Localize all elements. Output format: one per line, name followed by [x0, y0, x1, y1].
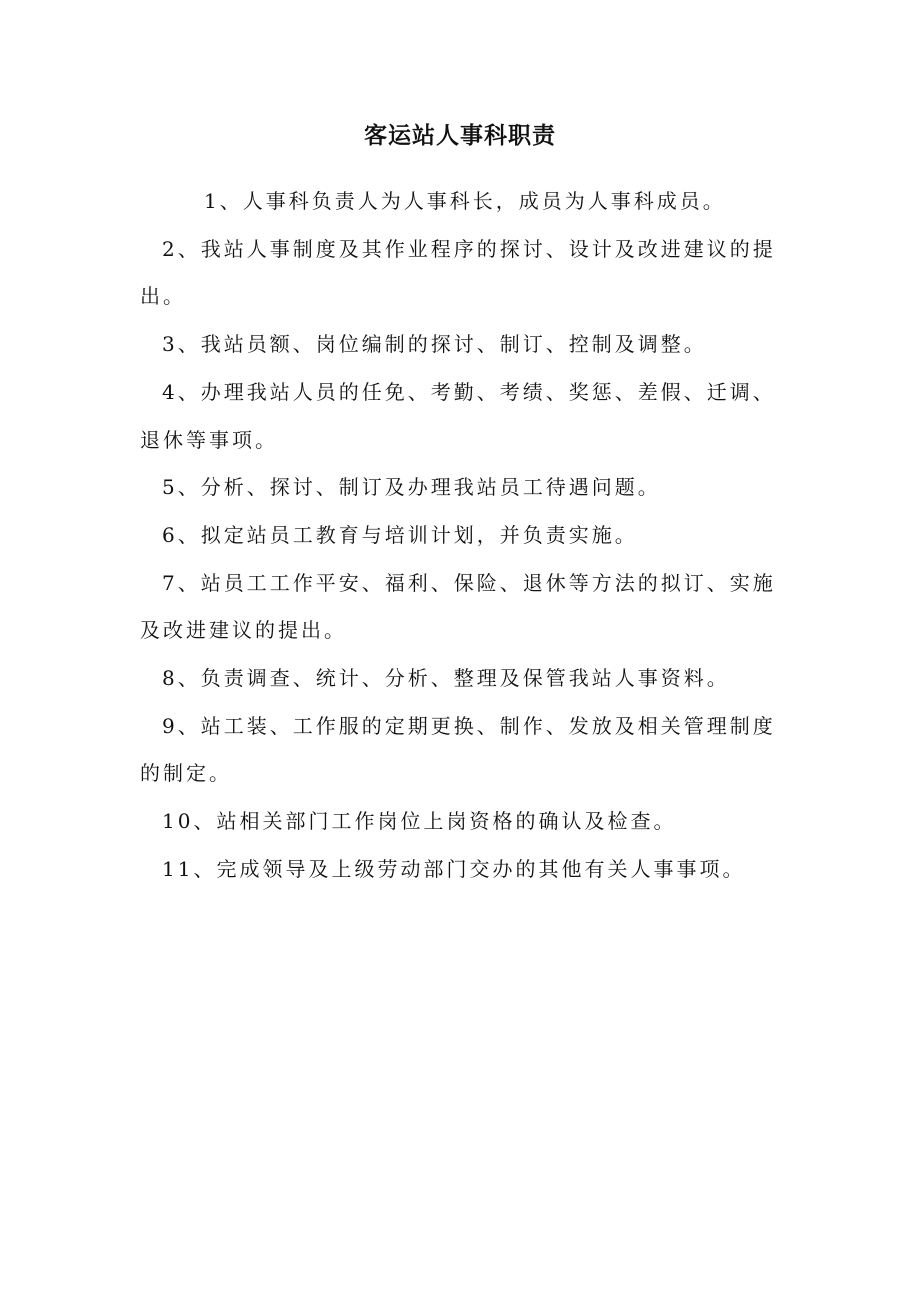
duty-item-9: 9、站工装、工作服的定期更换、制作、发放及相关管理制度的制定。 — [140, 713, 776, 786]
duty-item-5: 5、分析、探讨、制订及办理我站员工待遇问题。 — [162, 475, 661, 500]
duty-item-1: 1、人事科负责人为人事科长，成员为人事科成员。 — [204, 189, 726, 213]
duty-item-4: 4、办理我站人员的任免、考勤、考绩、奖惩、差假、迁调、退休等事项。 — [140, 379, 776, 452]
duty-item-8: 8、负责调查、统计、分析、整理及保管我站人事资料。 — [162, 666, 730, 691]
duty-item-6: 6、拟定站员工教育与培训计划，并负责实施。 — [162, 522, 638, 547]
duty-item-10: 10、站相关部门工作岗位上岗资格的确认及检查。 — [162, 809, 677, 834]
duty-item-7: 7、站员工工作平安、福利、保险、退休等方法的拟订、实施及改进建议的提出。 — [140, 570, 776, 643]
duty-list — [140, 178, 782, 894]
document-title: 客运站人事科职责 — [364, 123, 556, 149]
duty-item-3: 3、我站员额、岗位编制的探讨、制订、控制及调整。 — [162, 332, 707, 357]
duty-item-11: 11、完成领导及上级劳动部门交办的其他有关人事事项。 — [162, 856, 746, 881]
duty-item-2: 2、我站人事制度及其作业程序的探讨、设计及改进建议的提出。 — [140, 236, 776, 309]
